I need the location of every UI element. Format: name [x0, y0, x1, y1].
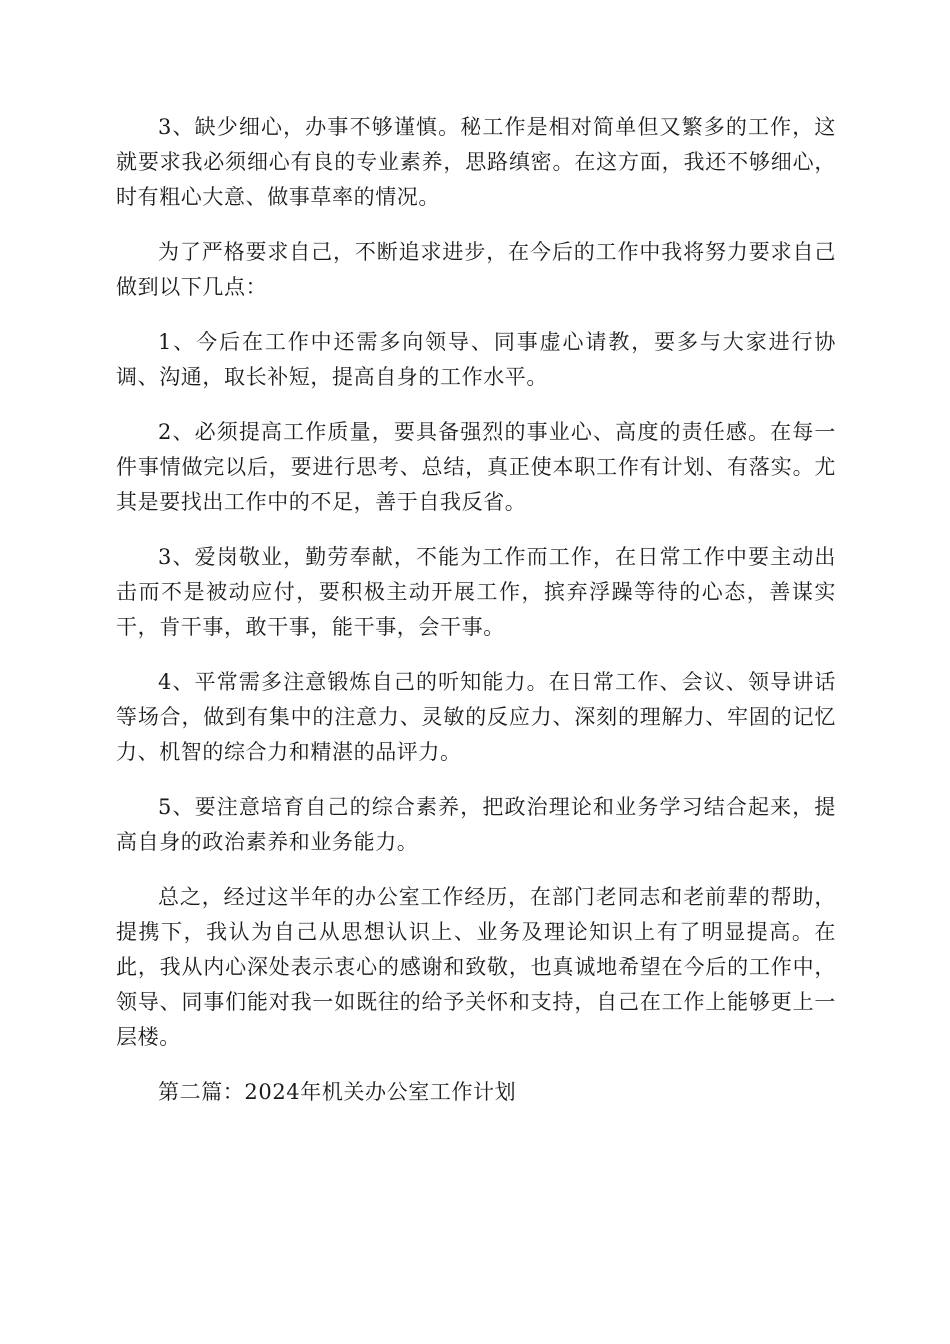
paragraph-intro-goals: 为了严格要求自己，不断追求进步，在今后的工作中我将努力要求自己做到以下几点： [116, 240, 836, 299]
paragraph-goal-5: 5、要注意培育自己的综合素养，把政治理论和业务学习结合起来，提高自身的政治素养和业务能力。 [116, 795, 836, 854]
paragraph-goal-4: 4、平常需多注意锻炼自己的听知能力。在日常工作、会议、领导讲话等场合，做到有集中的注意力、灵敏的反应力、深刻的理解力、牢固的记忆力、机智的综合力和精湛的品评力。 [116, 670, 836, 764]
paragraph-goal-1: 1、今后在工作中还需多向领导、同事虚心请教，要多与大家进行协调、沟通，取长补短，提高自身的工作水平。 [116, 330, 836, 389]
document-body [116, 110, 836, 1130]
paragraph-goal-2: 2、必须提高工作质量，要具备强烈的事业心、高度的责任感。在每一件事情做完以后，要进行思考、总结，真正使本职工作有计划、有落实。尤其是要找出工作中的不足，善于自我反省。 [116, 420, 836, 514]
section-heading: 第二篇：2024年机关办公室工作计划 [158, 1080, 517, 1104]
paragraph-point-3-carelessness: 3、缺少细心，办事不够谨慎。秘工作是相对简单但又繁多的工作，这就要求我必须细心有良的专业素养，思路缜密。在这方面，我还不够细心，时有粗心大意、做事草率的情况。 [116, 115, 836, 209]
paragraph-goal-3: 3、爱岗敬业，勤劳奉献，不能为工作而工作，在日常工作中要主动出击而不是被动应付，要积极主动开展工作，摈弃浮躁等待的心态，善谋实干，肯干事，敢干事，能干事，会干事。 [116, 545, 836, 639]
paragraph-conclusion: 总之，经过这半年的办公室工作经历，在部门老同志和老前辈的帮助，提携下，我认为自己从思想认识上、业务及理论知识上有了明显提高。在此，我从内心深处表示衷心的感谢和致敬，也真诚地希望在今后的工作中，领导、同事们能对我一如既往的给予关怀和支持，自己在工作上能够更上一层楼。 [116, 885, 836, 1049]
